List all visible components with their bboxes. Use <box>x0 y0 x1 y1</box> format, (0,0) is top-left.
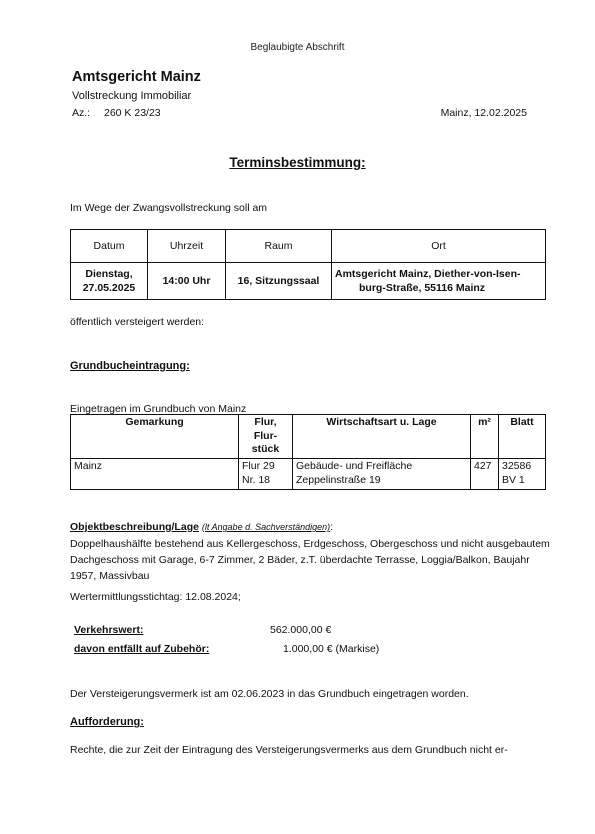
flur-header-line-1: Flur, Flur- <box>253 416 278 442</box>
col-header-uhrzeit: Uhrzeit <box>148 230 226 263</box>
market-value-label: Verkehrswert: <box>74 624 144 636</box>
cell-wirtschaftsart <box>293 458 471 489</box>
flur-line-1: Flur 29 <box>242 459 275 472</box>
wirtschaftsart-line-1: Gebäude- und Freifläche <box>296 459 413 472</box>
appointment-table <box>70 229 546 300</box>
valuation-date: Wertermittlungsstichtag: 12.08.2024; <box>70 591 241 603</box>
datum-date: 27.05.2025 <box>82 282 136 294</box>
blatt-line-2: BV 1 <box>502 473 525 486</box>
col-header-blatt: Blatt <box>499 415 546 459</box>
ort-line-1: Amtsgericht Mainz, Diether-von-Isen- <box>335 267 521 280</box>
case-number-label: Az.: <box>72 107 91 119</box>
cell-ort <box>332 263 546 300</box>
wirtschaftsart-line-2: Zeppelinstraße 19 <box>296 473 381 486</box>
datum-weekday: Dienstag, <box>85 267 133 280</box>
aufforderung-heading: Aufforderung: <box>70 716 144 728</box>
col-header-flur <box>239 415 293 459</box>
object-description-colon: : <box>330 521 334 533</box>
grundbuch-intro: Eingetragen im Grundbuch von Mainz <box>70 403 247 415</box>
col-header-raum: Raum <box>226 230 332 263</box>
land-register-table <box>70 414 546 490</box>
accessories-label: davon entfällt auf Zubehör: <box>74 643 210 655</box>
flur-line-2: Nr. 18 <box>242 473 271 486</box>
case-number: 260 K 23/23 <box>104 107 161 119</box>
col-header-wirtschaftsart: Wirtschaftsart u. Lage <box>293 415 471 459</box>
certified-copy-note: Beglaubigte Abschrift <box>250 42 345 53</box>
court-name: Amtsgericht Mainz <box>72 69 201 85</box>
object-description-heading <box>70 521 333 533</box>
cell-uhrzeit: 14:00 Uhr <box>148 263 226 300</box>
accessories-value: 1.000,00 € (Markise) <box>283 643 380 655</box>
place-date: Mainz, 12.02.2025 <box>440 107 527 119</box>
land-register-header <box>71 415 546 459</box>
object-description-note: (lt Angabe d. Sachverständigen) <box>201 522 331 532</box>
col-header-gemarkung: Gemarkung <box>71 415 239 459</box>
appointment-table-header <box>71 230 546 263</box>
grundbuch-heading: Grundbucheintragung: <box>70 360 190 372</box>
col-header-m2: m² <box>471 415 499 459</box>
col-header-ort: Ort <box>332 230 546 263</box>
document-title: Terminsbestimmung: <box>229 155 366 170</box>
cell-raum: 16, Sitzungssaal <box>226 263 332 300</box>
object-description-text: Doppelhaushälfte bestehend aus Kellergeschoss, Erdgeschoss, Obergeschoss und nicht ausgebautem Dachgeschoss mit Garage, 6-7 Zimmer, 2 Bäder, z.T. überdachte Terrasse, Loggia/Balkon, Baujahr 1957, Massivbau <box>70 538 550 582</box>
auction-statement: öffentlich versteigert werden: <box>70 316 205 328</box>
department: Vollstreckung Immobiliar <box>72 90 192 102</box>
col-header-datum: Datum <box>71 230 148 263</box>
intro-text: Im Wege der Zwangsvollstreckung soll am <box>70 202 268 214</box>
registration-note: Der Versteigerungsvermerk ist am 02.06.2023 in das Grundbuch eingetragen worden. <box>70 688 469 700</box>
blatt-line-1: 32586 <box>502 459 532 472</box>
cell-datum <box>71 263 148 300</box>
ort-line-2: burg-Straße, 55116 Mainz <box>359 282 486 294</box>
market-value: 562.000,00 € <box>270 624 332 636</box>
appointment-row <box>71 263 546 300</box>
cell-m2: 427 <box>471 458 499 489</box>
flur-header-line-2: stück <box>251 443 280 456</box>
cell-flur <box>239 458 293 489</box>
cell-blatt <box>499 458 546 489</box>
rights-text: Rechte, die zur Zeit der Eintragung des Versteigerungsvermerks aus dem Grundbuch nicht er- <box>70 744 508 756</box>
cell-gemarkung: Mainz <box>71 458 239 489</box>
object-description-label: Objektbeschreibung/Lage <box>70 521 199 533</box>
land-register-row <box>71 458 546 489</box>
